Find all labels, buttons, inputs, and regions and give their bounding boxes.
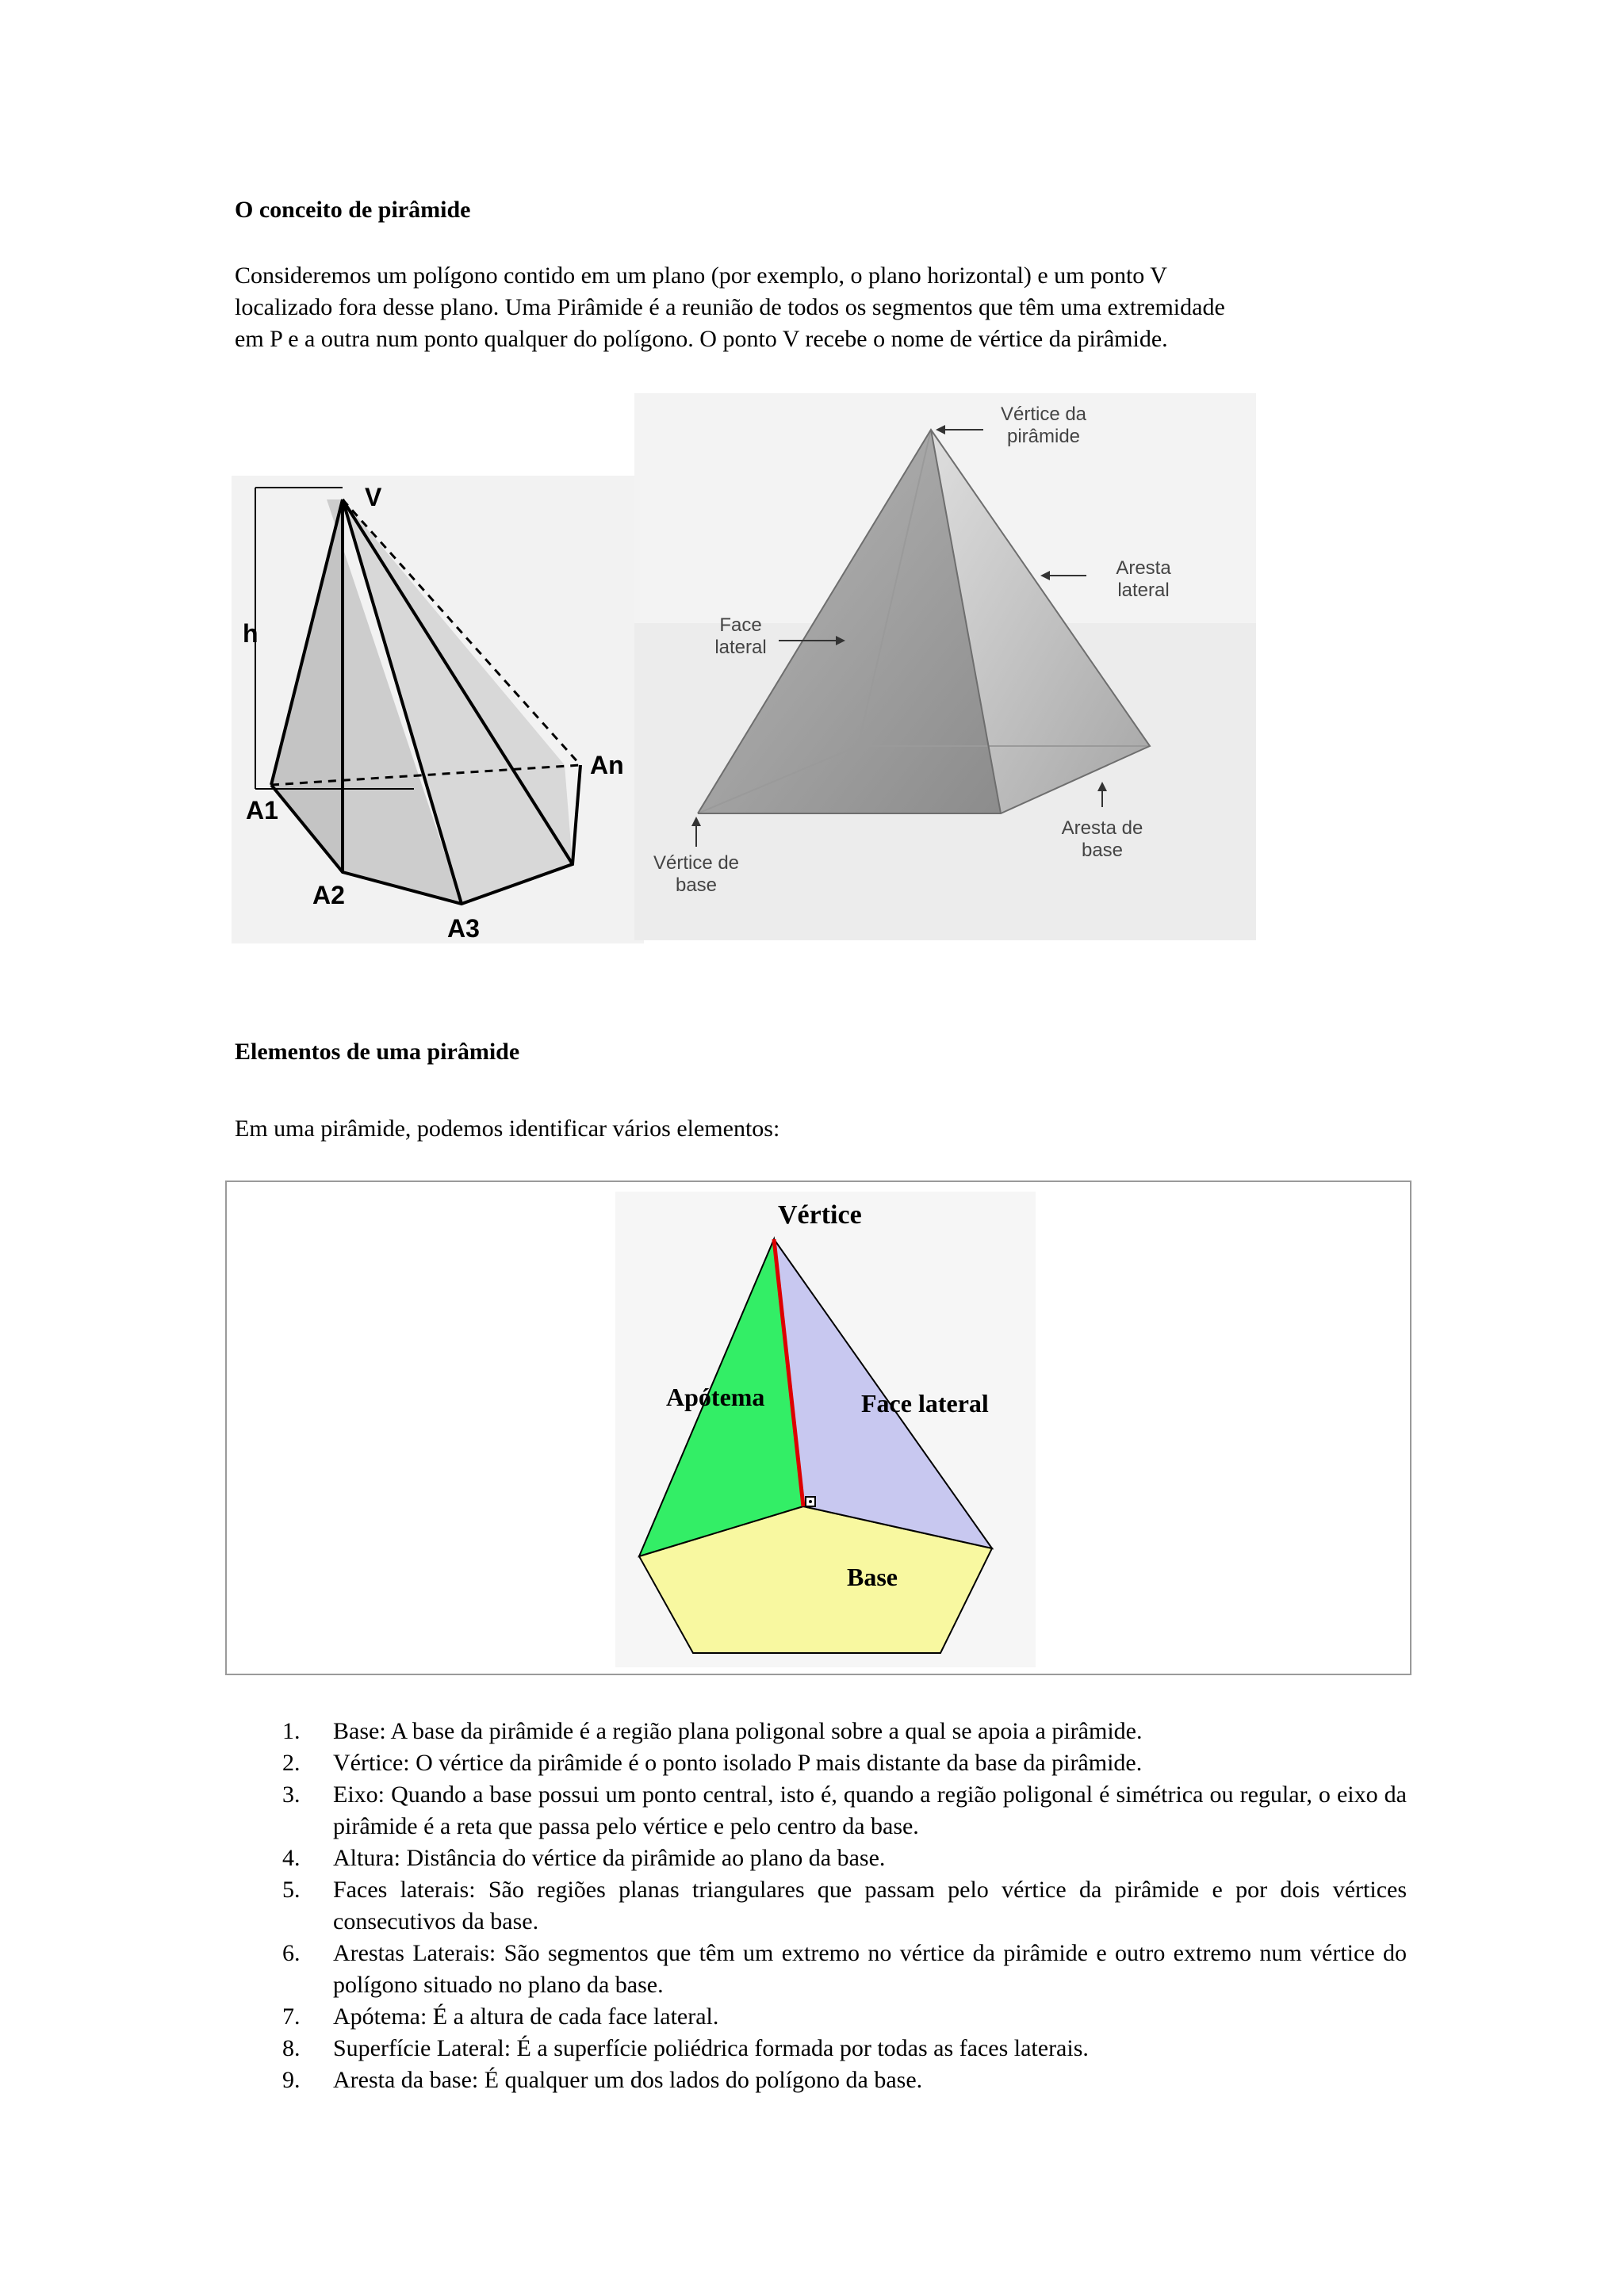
list-number: 4. xyxy=(282,1845,301,1871)
base-vertex-callout-line1: Vértice de xyxy=(653,852,740,874)
list-number: 6. xyxy=(282,1940,301,1966)
concept-paragraph xyxy=(235,260,1392,355)
list-number: 5. xyxy=(282,1877,301,1903)
list-text: Vértice: O vértice da pirâmide é o ponto isolado P mais distante da base da pirâmide. xyxy=(333,1750,1143,1776)
right-angle-dot xyxy=(809,1500,812,1503)
list-text: Aresta da base: É qualquer um dos lados do polígono da base. xyxy=(333,2067,923,2093)
list-item xyxy=(235,2033,1407,2064)
pyramid-diagram-square xyxy=(634,393,1256,940)
vertex-callout-line1: Vértice da xyxy=(1000,404,1087,425)
list-number: 2. xyxy=(282,1750,301,1776)
vertex-label: V xyxy=(365,483,382,511)
list-item xyxy=(235,1716,1407,1747)
list-text: Apótema: É a altura de cada face lateral. xyxy=(333,2003,719,2030)
list-text: Superfície Lateral: É a superfície poliédrica formada por todas as faces laterais. xyxy=(333,2035,1089,2061)
list-number: 8. xyxy=(282,2035,301,2061)
section-heading-concept: O conceito de pirâmide xyxy=(235,197,471,223)
a2-label: A2 xyxy=(312,881,345,909)
face-callout-line2: lateral xyxy=(714,637,767,658)
list-item xyxy=(235,2001,1407,2033)
an-label: An xyxy=(590,751,624,779)
list-item xyxy=(235,1843,1407,1874)
edge-callout-line2: lateral xyxy=(1117,580,1170,601)
paragraph-line: em P e a outra num ponto qualquer do polígono. O ponto V recebe o nome de vértice da pirâmide. xyxy=(235,326,1168,352)
pentagonal-pyramid-diagram xyxy=(615,1192,1036,1667)
list-text: Arestas Laterais: São segmentos que têm um extremo no vértice da pirâmide e outro extremo num vértice do polígono situado no plano da base. xyxy=(333,1940,1407,1998)
elements-list xyxy=(235,1716,1407,2096)
a1-label: A1 xyxy=(246,796,278,825)
edge-callout-line1: Aresta xyxy=(1116,557,1171,579)
height-label: h xyxy=(243,619,259,648)
vertex-callout-line2: pirâmide xyxy=(1006,426,1081,447)
base-vertex-callout-line2: base xyxy=(675,874,718,896)
base-label: Base xyxy=(847,1563,898,1591)
list-number: 7. xyxy=(282,2003,301,2030)
list-text: Eixo: Quando a base possui um ponto central, isto é, quando a região poligonal é simétrica ou regular, o eixo da pirâmide é a reta que passa pelo vértice e pelo centro da base. xyxy=(333,1781,1407,1839)
list-item xyxy=(235,1779,1407,1843)
elements-figure-box xyxy=(225,1181,1411,1675)
list-number: 9. xyxy=(282,2067,301,2093)
list-number: 3. xyxy=(282,1781,301,1808)
list-item xyxy=(235,1874,1407,1938)
base-edge-callout-line2: base xyxy=(1081,840,1124,861)
base-edge-callout-line1: Aresta de xyxy=(1061,817,1143,839)
apothem-label: Apótema xyxy=(666,1383,765,1411)
section-heading-elements: Elementos de uma pirâmide xyxy=(235,1039,520,1065)
paragraph-line: Consideremos um polígono contido em um plano (por exemplo, o plano horizontal) e um ponto V xyxy=(235,262,1167,289)
list-text: Faces laterais: São regiões planas triangulares que passam pelo vértice da pirâmide e por dois vértices consecutivos da base. xyxy=(333,1877,1407,1934)
vertex-label: Vértice xyxy=(778,1200,862,1230)
list-number: 1. xyxy=(282,1718,301,1744)
lateral-face-label: Face lateral xyxy=(861,1389,989,1418)
elements-intro: Em uma pirâmide, podemos identificar vários elementos: xyxy=(235,1115,780,1142)
pyramid-diagram-irregular xyxy=(232,476,644,943)
list-text: Base: A base da pirâmide é a região plana poligonal sobre a qual se apoia a pirâmide. xyxy=(333,1718,1143,1744)
list-item xyxy=(235,1938,1407,2001)
list-item xyxy=(235,2064,1407,2096)
a3-label: A3 xyxy=(447,914,480,943)
list-item xyxy=(235,1747,1407,1779)
paragraph-line: localizado fora desse plano. Uma Pirâmide é a reunião de todos os segmentos que têm uma extremidade xyxy=(235,294,1225,320)
list-text: Altura: Distância do vértice da pirâmide ao plano da base. xyxy=(333,1845,886,1871)
face-callout-line1: Face xyxy=(719,614,762,636)
